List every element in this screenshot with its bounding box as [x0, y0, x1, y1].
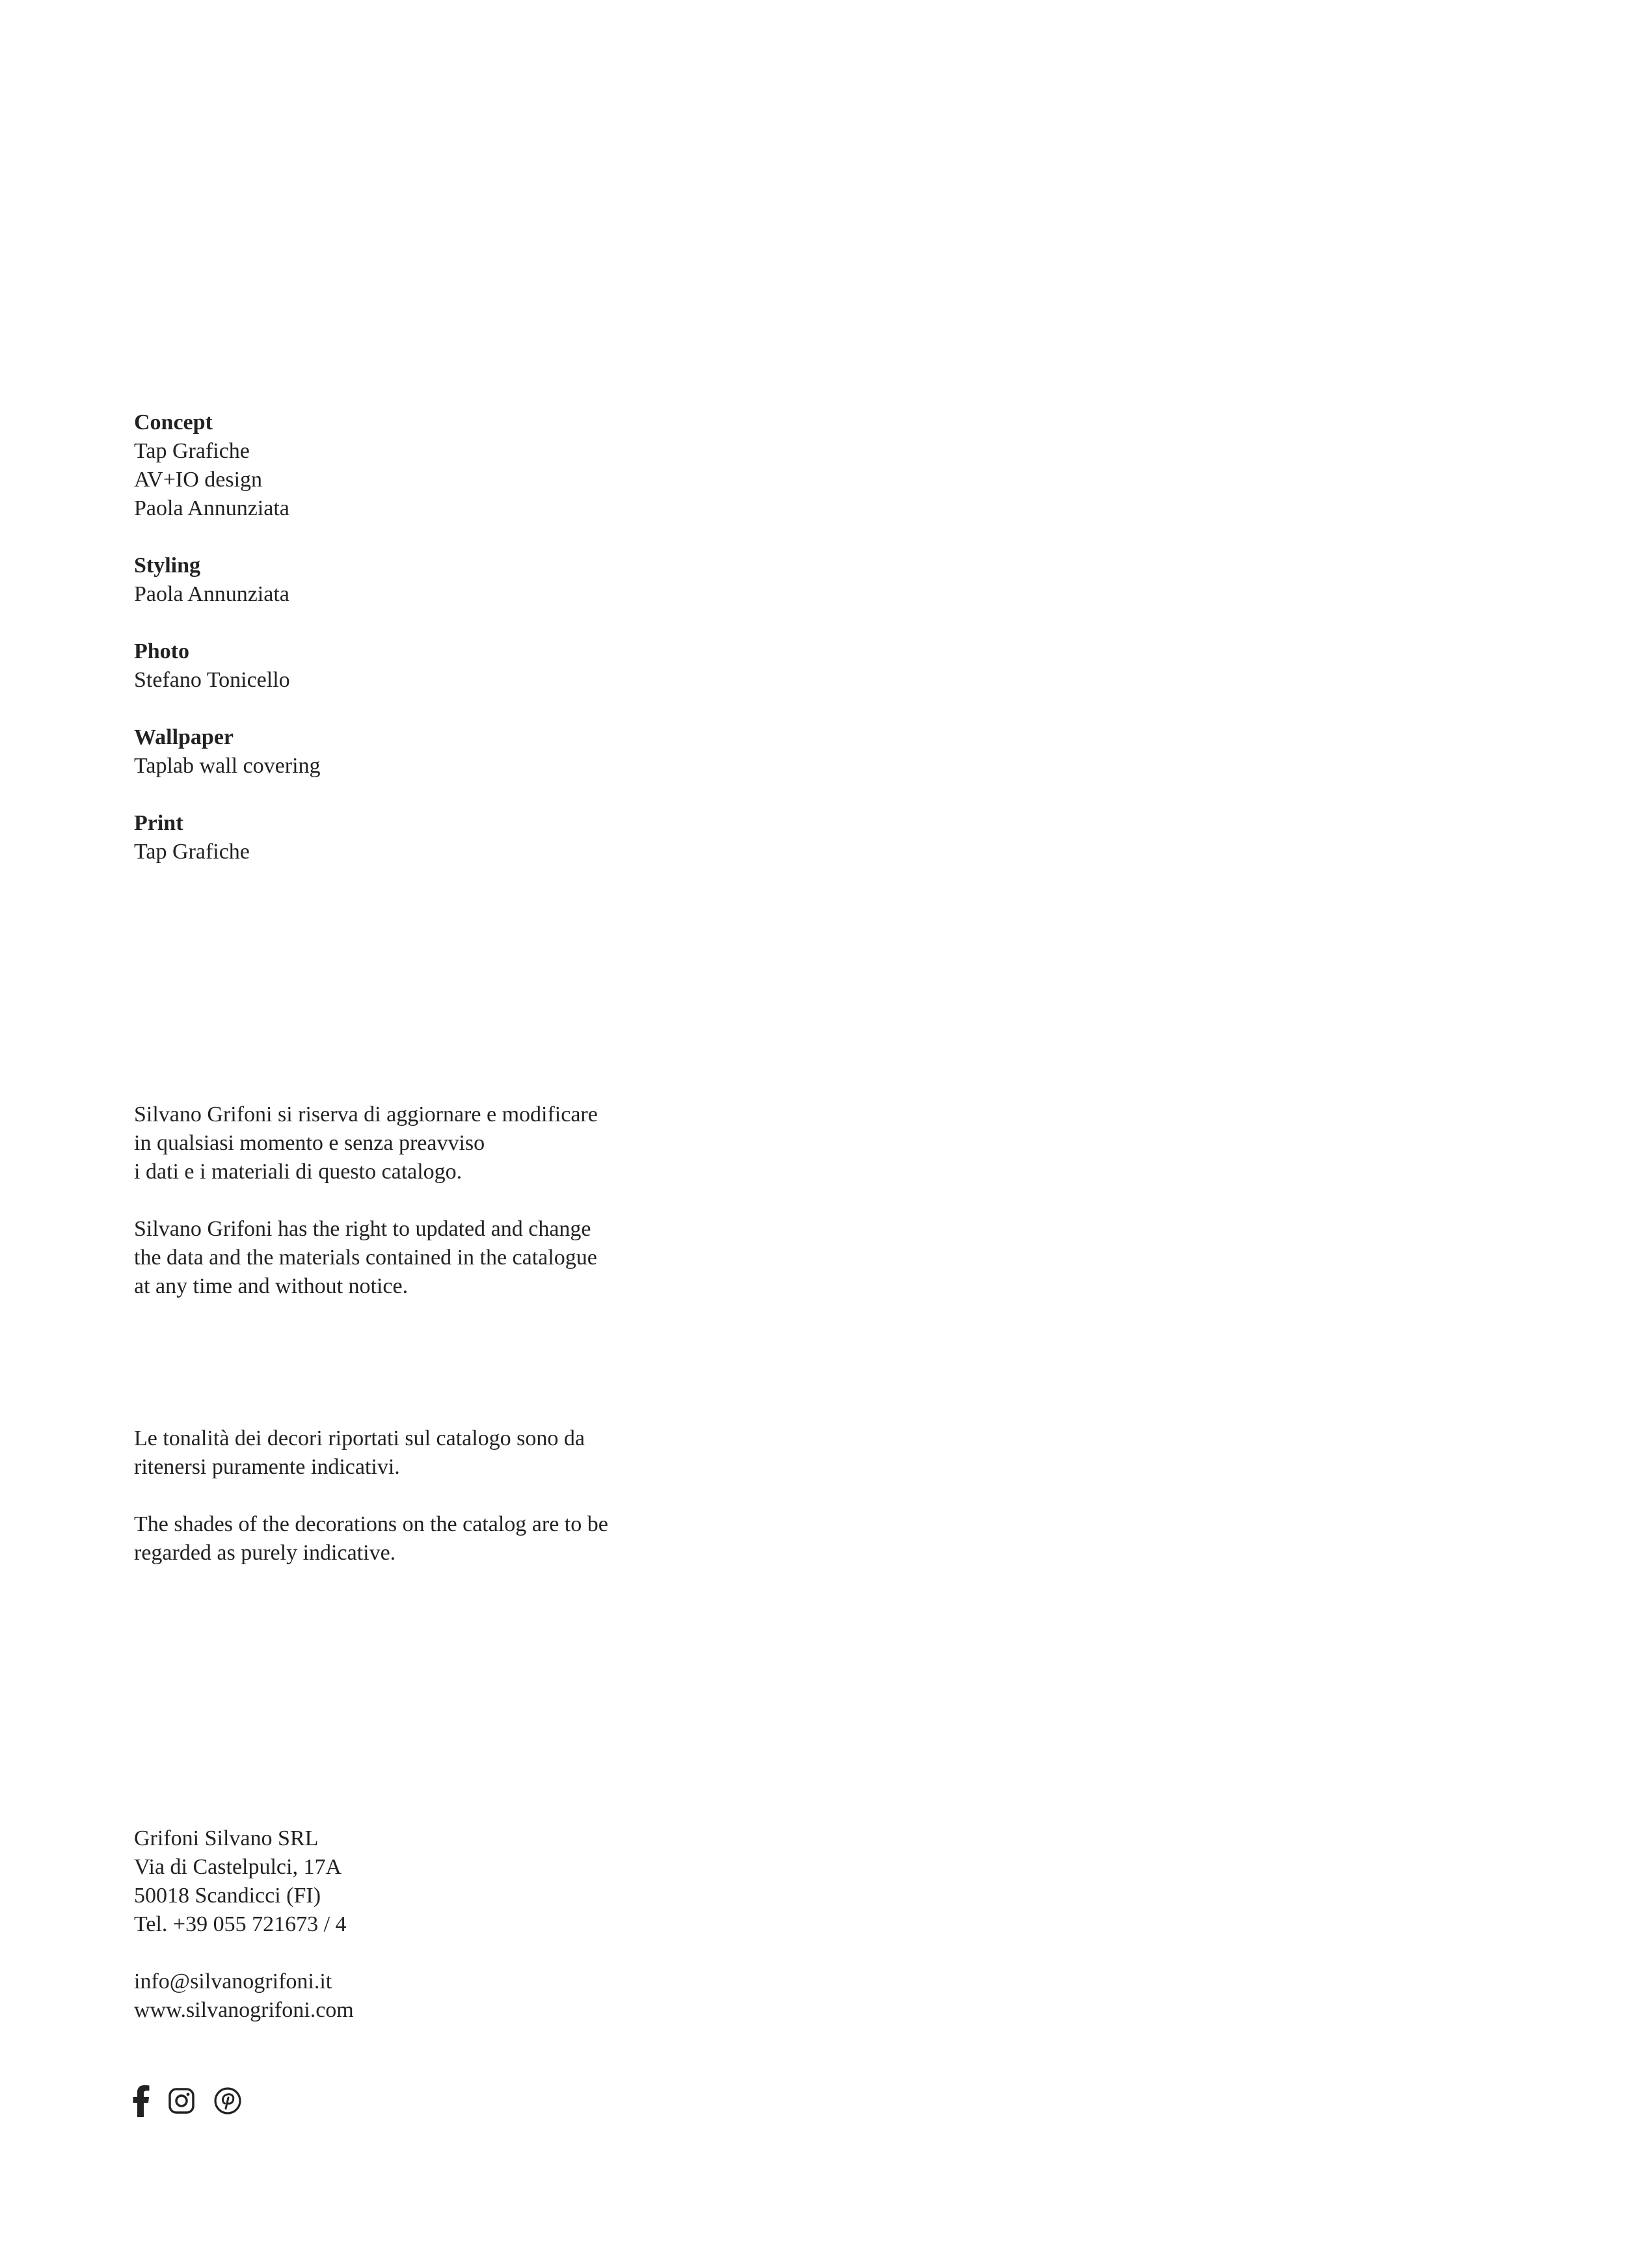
disclaimer-section — [134, 1101, 598, 1301]
shades-it-line: ritenersi puramente indicativi. — [134, 1455, 400, 1479]
spacer — [134, 695, 321, 723]
disclaimer-en-line: the data and the materials contained in the catalogue — [134, 1246, 597, 1270]
credit-line: Taplab wall covering — [134, 754, 321, 778]
instagram-icon[interactable] — [168, 2087, 195, 2115]
spacer — [134, 1186, 598, 1215]
spacer — [134, 609, 321, 637]
street-address: Via di Castelpulci, 17A — [134, 1855, 342, 1879]
credit-heading-wallpaper: Wallpaper — [134, 725, 234, 749]
shades-en-line: The shades of the decorations on the catalog are to be — [134, 1512, 608, 1536]
credit-line: Paola Annunziata — [134, 582, 289, 606]
social-icons — [133, 2081, 242, 2120]
spacer — [134, 780, 321, 809]
email-link[interactable]: info@silvanogrifoni.it — [134, 1969, 332, 1994]
spacer — [134, 523, 321, 552]
credit-heading-print: Print — [134, 811, 183, 835]
credit-line: AV+IO design — [134, 468, 263, 492]
disclaimer-it-line: i dati e i materiali di questo catalogo. — [134, 1160, 463, 1184]
credit-heading-styling: Styling — [134, 554, 201, 578]
contact-section — [134, 1824, 354, 2025]
credit-heading-concept: Concept — [134, 410, 213, 434]
credit-line: Tap Grafiche — [134, 439, 250, 463]
disclaimer-en-line: at any time and without notice. — [134, 1274, 409, 1298]
disclaimer-en-line: Silvano Grifoni has the right to updated and change — [134, 1217, 591, 1241]
shades-it-line: Le tonalità dei decori riportati sul catalogo sono da — [134, 1426, 585, 1450]
disclaimer-it-line: in qualsiasi momento e senza preavviso — [134, 1131, 485, 1155]
pinterest-icon[interactable] — [213, 2087, 242, 2115]
spacer — [134, 1939, 354, 1968]
credit-heading-photo: Photo — [134, 639, 189, 663]
facebook-icon[interactable] — [133, 2085, 150, 2117]
spacer — [134, 1482, 608, 1510]
credits-section — [134, 408, 321, 866]
credit-line: Tap Grafiche — [134, 840, 250, 864]
website-link[interactable]: www.silvanogrifoni.com — [134, 1998, 354, 2022]
credit-line: Stefano Tonicello — [134, 668, 290, 692]
credit-line: Paola Annunziata — [134, 496, 289, 520]
disclaimer-it-line: Silvano Grifoni si riserva di aggiornare e modificare — [134, 1102, 598, 1127]
shades-notice-section — [134, 1424, 608, 1568]
phone-number: Tel. +39 055 721673 / 4 — [134, 1912, 347, 1936]
city-address: 50018 Scandicci (FI) — [134, 1884, 321, 1908]
company-name: Grifoni Silvano SRL — [134, 1826, 319, 1850]
shades-en-line: regarded as purely indicative. — [134, 1541, 396, 1565]
